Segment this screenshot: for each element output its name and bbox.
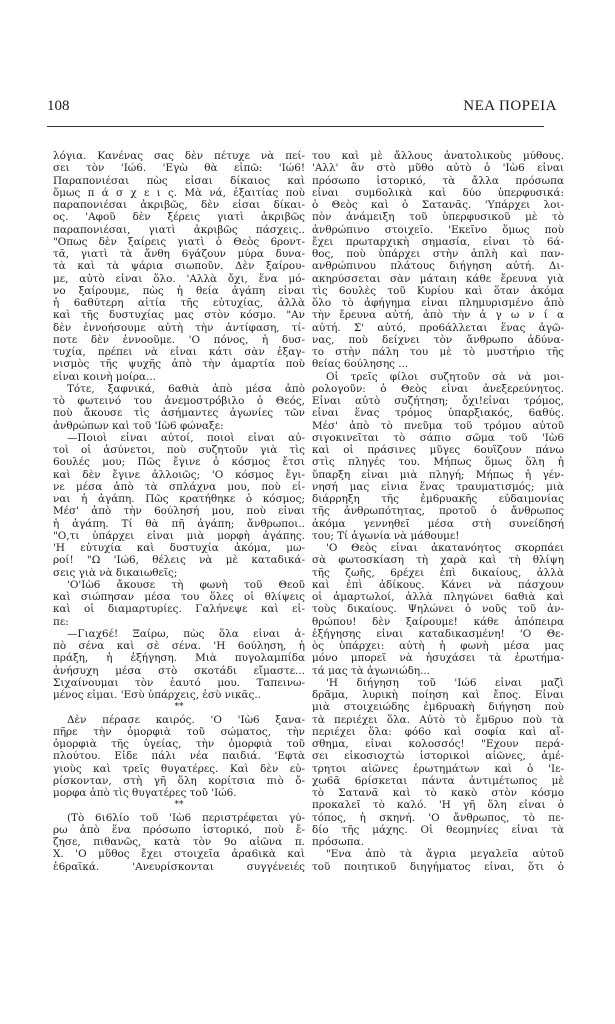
page-number: 108 (47, 98, 70, 114)
text-line: 'Η εὐτυχία καὶ δυστυχία ἀκόμα, μω- (53, 542, 305, 554)
text-line: σει εἰκοσιοχτὼ ἱστορικοὶ αἰῶνες, ἀμέ- (312, 750, 564, 763)
text-line: τρητοι αἰῶνες ἐρωτημάτων καὶ ὁ 'Ιε- (312, 762, 564, 775)
text-line: με, αὐτὸ εἶναι ὅλο. 'Αλλὰ ὄχι, ἕνα μό- (53, 272, 305, 285)
page-header (47, 98, 557, 120)
text-line: ἔχει πρωταρχικὴ σημασία, εἶναι τὸ 6ά- (312, 235, 564, 248)
text-line: Μέσ' ἀπὸ τὸ πνεῦμα τοῦ τρόμου αὐτοῦ (312, 419, 564, 432)
text-line: ποὺ ἄκουσε τὶς ἀσήμαντες ἀγωνίες τῶν (53, 407, 305, 420)
text-line: —Γιαχ6έ! Ξαίρω, πὼς ὅλα εἶναι ἀ- (67, 627, 305, 640)
text-line: ἑ6ραϊκά. 'Ανευρίσκονται συγγένειές (53, 860, 305, 873)
text-line: εἶναι συμ6ολικὰ καὶ δύο ὑπερφυσικά: (312, 186, 564, 199)
text-line: πρόσωπο ἱστορικό, τὰ ἄλλα πρόσωπα (312, 174, 564, 187)
text-line: τᾶ, γιατὶ τὰ ἄνθη 6γάζουν μύρα δυνα- (53, 248, 305, 260)
text-line: τοὶ οἱ ἀσύνετοι, ποὺ συζητοῦν γιὰ τὶς (53, 444, 305, 456)
text-line: ζησε, πιθανῶς, κατὰ τὸν 9ο αἰῶνα π. (53, 836, 305, 848)
text-line: καὶ σιώπησαν μέσα του ὅλες οἱ θλίψεις (53, 591, 305, 603)
text-line: τόπος, ἡ σκηνή. 'Ο ἄνθρωπος, τὸ πε- (312, 811, 564, 824)
text-line: πὸ σένα καὶ σὲ σένα. 'Η 6ούληση, ἡ (53, 640, 305, 652)
text-line: τοὺς δικαίους. Ψηλώνει ὁ νοῦς τοῦ ἀν- (312, 603, 564, 616)
text-line: "Ενα ἀπὸ τὰ ἄγρια μεγαλεῖα αὐτοῦ (326, 848, 564, 861)
text-line: μορφα ἀπὸ τὶς θυγατέρες τοῦ 'Ιώ6. (53, 787, 237, 799)
text-line: ἀνθρώπων καὶ τοῦ 'Ιὼ6 φώναξε: (53, 419, 224, 432)
text-line: Μέσ' ἀπὸ τὴν 6ούλησή μου, ποὺ εἶναι (53, 505, 305, 518)
text-line: τὸ Σατανᾶ καὶ τὸ κακὸ στὸν κόσμο (312, 787, 564, 799)
text-line: παραπονιέσαι ἀκριβῶς, δὲν εἶσαι δίκαι- (53, 199, 305, 211)
text-line: Δὲν πέρασε καιρός. 'Ο 'Ιὼ6 ξανα- (67, 713, 305, 726)
right-column (312, 150, 564, 873)
text-line: αὐτή. Σ' αὐτό, προ6άλλεται ἕνας ἀγῶ- (312, 321, 564, 334)
text-line: πὸν ἀνάμειξη τοῦ ὑπερφυσικοῦ μὲ τὸ (312, 211, 564, 224)
text-line: εἶναι κοινὴ μοίρα... (53, 370, 156, 383)
text-line: τυχία, πρέπει νὰ εἶναι κάτι σὰν ἐξαγ- (53, 346, 305, 358)
section-separator: ** (174, 800, 184, 811)
text-line: τὶς 6ουλὲς τοῦ Κυρίου καὶ ὅταν ἀκόμα (312, 284, 564, 297)
text-line: ἡ 6αθύτερη αἰτία τῆς εὐτυχίας, ἀλλὰ (53, 297, 305, 309)
text-line: "Ο,τι ὑπάρχει εἶναι μιὰ μορφὴ ἀγάπης. (53, 529, 305, 542)
text-line: πλούτου. Εἶδε πάλι νέα παιδιά. 'Εφτὰ (53, 750, 305, 763)
text-line: μόνο μπορεῖ νὰ ἡσυχάσει τὰ ἐρωτήμα- (312, 652, 564, 665)
text-line: τὰ καὶ τὰ ψάρια σιωποῦν. Δὲν ξαίρου- (53, 260, 305, 273)
text-line: "Οπως δὲν ξαίρεις γιατὶ ὁ Θεὸς 6ροντ- (53, 235, 305, 248)
text-line: ὅμως π ά σ χ ε ι ς. Μὰ νά, ἐξαιτίας ποὺ (53, 186, 305, 199)
text-line: (Τὸ 6ι6λίο τοῦ 'Ιὼ6 περιστρέφεται γύ- (67, 811, 305, 824)
text-line: του; Τί ἀγωνία νὰ μάθουμε! (312, 529, 460, 542)
text-line: ανθρώπινου πλάτους διήγηση αὐτή. Δι- (312, 260, 564, 273)
text-line: Χ. 'Ο μῦθος ἔχει στοιχεῖα ἀρα6ικὰ καὶ (53, 848, 305, 861)
text-line: ρολογοῦν: ὁ Θεὸς εἶναι ἀνεξερεύνητος. (312, 382, 564, 395)
text-line: προκαλεῖ τὸ καλό. 'Η γῆ ὅλη εἶναι ὁ (312, 799, 564, 812)
text-line: καὶ τῆς δυστυχίας μας στὸν κόσμο. "Αν (53, 309, 305, 322)
text-line: Τότε, ξαφνικά, 6αθιὰ ἀπὸ μέσα ἀπὸ (67, 382, 305, 395)
text-line: δρᾶμα, λυρικὴ ποίηση καὶ ἔπος. Εἶναι (312, 689, 564, 701)
text-line: νησή μας εἶνια ἕνας τραυματισμός; μιὰ (312, 480, 564, 493)
text-line: θος, ποὺ ὑπάρχει στὴν ἁπλὴ καὶ παν- (312, 248, 564, 260)
text-line: δὲν ἐννοήσουμε αὐτὴ τὴν ἀντίφαση, τί- (53, 321, 305, 334)
text-line: 'Ο Θεὸς εἶναι ἀκατανόητος σκορπάει (326, 542, 564, 554)
text-line: ρω ἀπὸ ἕνα πρόσωπο ἱστορικό, ποὺ ἔ- (53, 823, 305, 836)
text-line: Εἶναι αὐτὸ συζήτηση; ὄχι!εἶναι τρόμος, (312, 395, 564, 407)
text-line: σθημα, εἶναι κολοσσός! "Εχουν περά- (312, 738, 564, 750)
text-line: ἀνήσυχη μέσα στὸ σκοτάδι εἴμαστε... (53, 664, 305, 677)
text-line: καὶ ἐπὶ ἀδίκους. Κάνει νὰ πάσχουν (312, 578, 564, 591)
text-line: ποτε δὲν ἐννοοῦμε. 'Ο πόνος, ἡ δυσ- (53, 333, 305, 346)
text-line: του καὶ μὲ ἄλλους ἀνατολικοὺς μύθους. (312, 150, 564, 162)
text-line: οἱ ἁμαρτωλοί, ἀλλὰ πληγώνει 6αθιὰ καὶ (312, 591, 564, 603)
text-line: νε μέσα ἀπὸ τὰ σπλάχνα μου, ποὺ εἶ- (53, 480, 305, 493)
text-line: ὁ Θεὸς καὶ ὁ Σατανᾶς. 'Υπάρχει λοι- (312, 199, 564, 211)
text-line: εἶναι ἕνας τρόμος ὑπαρξιακός, 6αθύς. (312, 407, 564, 420)
text-line: 'Ο'Ιὼ6 ἄκουσε τὴ φωνὴ τοῦ Θεοῦ (67, 578, 305, 591)
text-line: χω6ᾶ 6ρίσκεται πάντα ἀντιμέτωπος μὲ (312, 774, 564, 787)
text-line: ἀκόμα γεννηθεῖ μέσα στὴ συνείδησή (312, 517, 564, 530)
text-line: νας, ποὺ δείχνει τὸν ἄνθρωπο ἀδύνα- (312, 333, 564, 346)
text-line: τὸ φωτεινό του ἀνεμοστρόβιλο ὁ Θεός, (53, 395, 305, 407)
text-line: πράξη, ἡ ἐξήγηση. Μιὰ πυγολαμπίδα (53, 652, 305, 665)
header-rule (47, 126, 544, 127)
text-line: λόγια. Κανένας σας δὲν πέτυχε νὰ πεί- (53, 150, 305, 162)
text-line: ὀμορφιὰ τῆς ὑγείας, τὴν ὀμορφιὰ τοῦ (53, 738, 305, 750)
text-line: το στὴν πάλη του μὲ τὸ μυστήριο τῆς (312, 346, 564, 358)
text-line: νο ξαίρουμε, πὼς ἡ θεία ἀγάπη εἶναι (53, 284, 305, 297)
text-line: τῆς ἀνθρωπότητας, προτοῦ ὁ ἄνθρωπος (312, 505, 564, 518)
text-line: καὶ οἱ διαμαρτυρίες. Γαλήνεψε καὶ εἶ- (53, 603, 305, 616)
text-line: σεις γιὰ νὰ δικαιωθεῖς; (53, 566, 178, 579)
text-line: πῆρε τὴν ὀμορφιὰ τοῦ σώματος, τὴν (53, 725, 305, 738)
text-line: ροί! "Ω 'Ιώ6, θέλεις νὰ μὲ καταδικά- (53, 554, 305, 567)
text-line: ακηρύσσεται σὰν μάταιη κάθε ἔρευνα γιὰ (312, 272, 564, 285)
text-line: 6ουλές μου; Πῶς ἔγινε ὁ κόσμος ἔτσι (53, 456, 305, 469)
text-line: θείας 6ούλησης ... (312, 358, 409, 371)
text-line: ρίσκονταν, στὴ γῆ ὅλη κορίτσια πιὸ ὄ- (53, 774, 305, 787)
text-line: θρώπου! δὲν ξαίρουμε! κάθε ἀπόπειρα (312, 615, 564, 628)
text-line: 'Αλλ' ἂν στὸ μῦθο αὐτὸ ὁ 'Ιὼ6 εἶναι (312, 162, 564, 175)
text-line: παραπονιέσαι, γιατὶ ἀκριβῶς πάσχεις.. (53, 223, 305, 236)
text-line: τὰ περιέχει ὅλα. Αὐτὸ τὸ ἔμ6ρυο ποὺ τὰ (312, 713, 564, 726)
text-line: ὸς ὑπάρχει: αὐτὴ ἡ φωνὴ μέσα μας (312, 640, 564, 652)
text-line: τοῦ ποιητικοῦ διηγήματος εἶναι, ὅτι ὁ (312, 860, 564, 873)
text-line: ἀνθρώπινο στοιχεῖο. 'Εκεῖνο ὅμως ποὺ (312, 223, 564, 236)
section-separator: ** (174, 702, 184, 713)
text-line: Σιχαίνουμαι τὸν ἑαυτό μου. Ταπεινω- (53, 676, 305, 689)
text-line: δίο τῆς μάχης. Οἱ θεομηνίες εἶναι τὰ (312, 823, 564, 836)
text-line: στὶς πληγές του. Μήπως ὅμως ὅλη ἡ (312, 456, 564, 469)
text-line: ος. 'Αφοῦ δὲν ξέρεις γιατὶ ἀκριβῶς (53, 211, 305, 224)
text-line: πε: (53, 615, 69, 628)
text-line: Οἱ τρεῖς φίλοι συζητοῦν σὰ νὰ μοι- (326, 370, 564, 383)
text-line: 'Η διήγηση τοῦ 'Ιώ6 εἶναι μαζὶ (326, 676, 564, 689)
text-line: ἡ ἀγάπη. Τί θὰ πῆ ἀγάπη; ἄνθρωποι.. (53, 517, 305, 530)
text-line: τὴν ἔρευνα αὐτή, ἀπὸ τὴν ἀ γ ω ν ί α (312, 309, 564, 322)
text-line: ὕπαρξη εἶναι μιὰ πληγή; Μήπως ἡ γέν- (312, 468, 564, 481)
text-line: περιέχει ὅλα: φό6ο καὶ σοφία καὶ αἴ- (312, 725, 564, 738)
text-line: μένος εἶμαι. 'Εσὺ ὑπάρχεις, ἐσὺ νικᾶς.. (53, 689, 261, 701)
text-line: ἐξήγησης εἶναι καταδικασμένη! 'Ο Θε- (312, 627, 564, 640)
text-line: τῆς ζωῆς, 6ρέχει ἐπὶ δικαίους, ἀλλὰ (312, 566, 564, 579)
text-line: γιοὺς καὶ τρεῖς θυγατέρες. Καὶ δὲν εὑ- (53, 762, 305, 775)
text-line: τά μας τὰ ἀγωνιώδη... (312, 664, 430, 677)
text-line: —Ποιοὶ εἶναι αὐτοί, ποιοὶ εἶναι αὐ- (67, 431, 305, 444)
text-line: Παραπονιέσαι πὼς εἶσαι δίκαιος καὶ (53, 174, 305, 187)
left-column (53, 150, 305, 873)
text-line: πρόσωπα. (312, 836, 364, 848)
text-line: μιὰ στοιχειώδης ἐμ6ρυακὴ διήγηση ποὺ (312, 701, 564, 714)
text-line: νισμὸς τῆς ψυχῆς ἀπὸ τὴν ἁμαρτία ποὺ (53, 358, 305, 371)
text-line: καὶ δὲν ἔγινε ἀλλοιῶς; 'Ο κόσμος ἔγι- (53, 468, 305, 481)
text-line: ναι ἡ ἀγάπη. Πῶς κρατήθηκε ὁ κόσμος; (53, 493, 305, 505)
text-line: διάρρηξη τῆς ἐμ6ρυακῆς εὐδαιμονίας (312, 493, 564, 505)
text-line: ὅλο τὸ ἀφήγημα εἶναι πλημυρισμένο ἀπὸ (312, 297, 564, 309)
text-line: σει τὸν 'Ιώ6. 'Εγὼ θὰ εἰπῶ: 'Ιώ6! (53, 162, 305, 175)
text-line: καὶ οἱ πράσινες μῦγες 6ουΐζουν πάνω (312, 444, 564, 456)
running-title: ΝΕΑ ΠΟΡΕΙΑ (463, 98, 557, 114)
text-line: σιγοκινεῖται τὸ σάπιο σῶμα τοῦ 'Ιὼ6 (312, 431, 564, 444)
text-line: σὰ φωτοσκίαση τὴ χαρὰ καὶ τὴ θλίψη (312, 554, 564, 567)
